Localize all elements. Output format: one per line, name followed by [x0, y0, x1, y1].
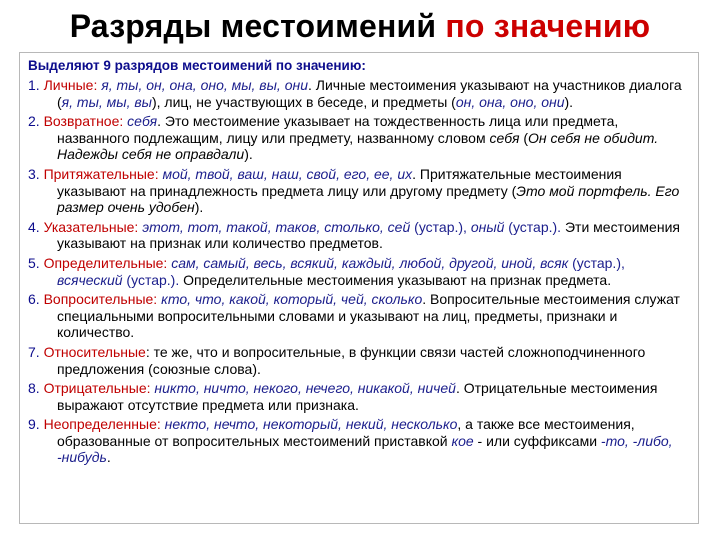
item-number: 3. — [28, 165, 44, 182]
item-examples: сам, самый, весь, всякий, каждый, любой, другой, иной, всяк — [171, 254, 569, 271]
list-item-relative — [28, 344, 692, 377]
item-examples-2: кое — [451, 432, 474, 449]
item-term: Неопределенные: — [43, 416, 165, 433]
item-number: 6. — [28, 291, 44, 308]
list-item-interrogative — [28, 291, 692, 341]
list-item-reflexive — [28, 113, 692, 163]
item-examples: себя — [127, 113, 158, 130]
list-item-determinative — [28, 255, 692, 288]
item-examples-2: всяческий — [57, 271, 123, 288]
list-item-negative — [28, 380, 692, 413]
item-description: . Вопросительные местоимения служат специальными вопросительными словами и указывают на лиц, предметы, признаки и количество. — [57, 291, 680, 341]
item-examples: этот, тот, такой, таков, столько, сей — [142, 218, 411, 235]
item-marker: (устар.), — [410, 218, 471, 235]
item-term: Указательные: — [43, 218, 143, 235]
item-description-2: ). — [194, 199, 204, 216]
item-examples-2: Это мой портфель. Его размер очень удобен — [57, 182, 680, 216]
item-number: 4. — [28, 218, 44, 235]
item-number: 9. — [28, 416, 44, 433]
item-term: Возвратное: — [43, 113, 128, 130]
item-term: Определительные: — [43, 254, 172, 271]
item-examples: кто, что, какой, который, чей, сколько — [161, 291, 423, 308]
title-highlight: по значению — [445, 8, 651, 44]
item-description-2: - или суффиксами — [473, 432, 601, 449]
item-description: Эти местоимения указывают на признак или количество предметов. — [57, 218, 680, 252]
item-description: Определительные местоимения указывают на признак предмета. — [179, 271, 612, 288]
item-number: 7. — [28, 343, 44, 360]
item-term: Относительные — [43, 343, 146, 360]
item-description-3: . — [106, 449, 111, 466]
item-number: 5. — [28, 254, 44, 271]
page-title — [0, 8, 720, 45]
item-examples-2: себя — [489, 129, 520, 146]
list-item-personal — [28, 77, 692, 110]
item-examples: некто, нечто, некоторый, некий, несколько — [164, 416, 458, 433]
item-examples-3: он, она, оно, они — [455, 93, 565, 110]
item-marker-2: (устар.). — [504, 218, 562, 235]
title-main: Разряды местоимений — [69, 8, 437, 44]
item-number: 1. — [28, 77, 44, 93]
list-item-demonstrative — [28, 219, 692, 252]
item-examples-2: оный — [470, 218, 505, 235]
item-term: Вопросительные: — [43, 291, 162, 308]
item-examples-3: Он себя не обидит. Надежды себя не оправдали — [57, 129, 659, 163]
item-examples-3: -то, -либо, -нибудь — [57, 432, 673, 466]
list-item-indefinite — [28, 416, 692, 466]
item-examples: мой, твой, ваш, наш, свой, его, ее, их — [162, 165, 413, 182]
item-description: : те же, что и вопросительные, в функции связи частей сложноподчиненного предложения (союзные слова). — [57, 343, 646, 377]
item-examples: никто, ничто, некого, нечего, никакой, ничей — [154, 380, 456, 397]
item-description-3: ). — [244, 146, 253, 163]
item-description-2: ( — [519, 129, 529, 146]
item-description: . Притяжательные местоимения указывают на принадлежность предмета лицу или другому предмету ( — [57, 165, 622, 199]
item-examples-2: я, ты, мы, вы — [61, 93, 152, 110]
item-number: 2. — [28, 113, 44, 130]
item-term: Личные: — [43, 77, 102, 93]
item-number: 8. — [28, 380, 44, 397]
item-term: Отрицательные: — [43, 380, 155, 397]
item-description: . Это местоимение указывает на тождественность лица или предмета, названного подлежащим, лицу или предмету, названному словом — [57, 113, 619, 146]
item-term: Притяжательные: — [43, 165, 163, 182]
content-box — [19, 52, 699, 524]
item-examples: я, ты, он, она, оно, мы, вы, они — [101, 77, 308, 93]
item-description-3: ). — [564, 93, 574, 110]
item-description: . Личные местоимения указывают на участников диалога ( — [57, 77, 682, 110]
item-description: . Отрицательные местоимения выражают отсутствие предмета или признака. — [57, 380, 658, 413]
list-item-possessive — [28, 166, 692, 216]
intro-line: Выделяют 9 разрядов местоимений по значению: — [28, 58, 366, 73]
item-description: , а также все местоимения, образованные от вопросительных местоимений приставкой — [57, 416, 635, 449]
item-marker: (устар.), — [568, 254, 625, 271]
item-description-2: ), лиц, не участвующих в беседе, и предметы ( — [151, 93, 456, 110]
item-marker-2: (устар.). — [122, 271, 180, 288]
